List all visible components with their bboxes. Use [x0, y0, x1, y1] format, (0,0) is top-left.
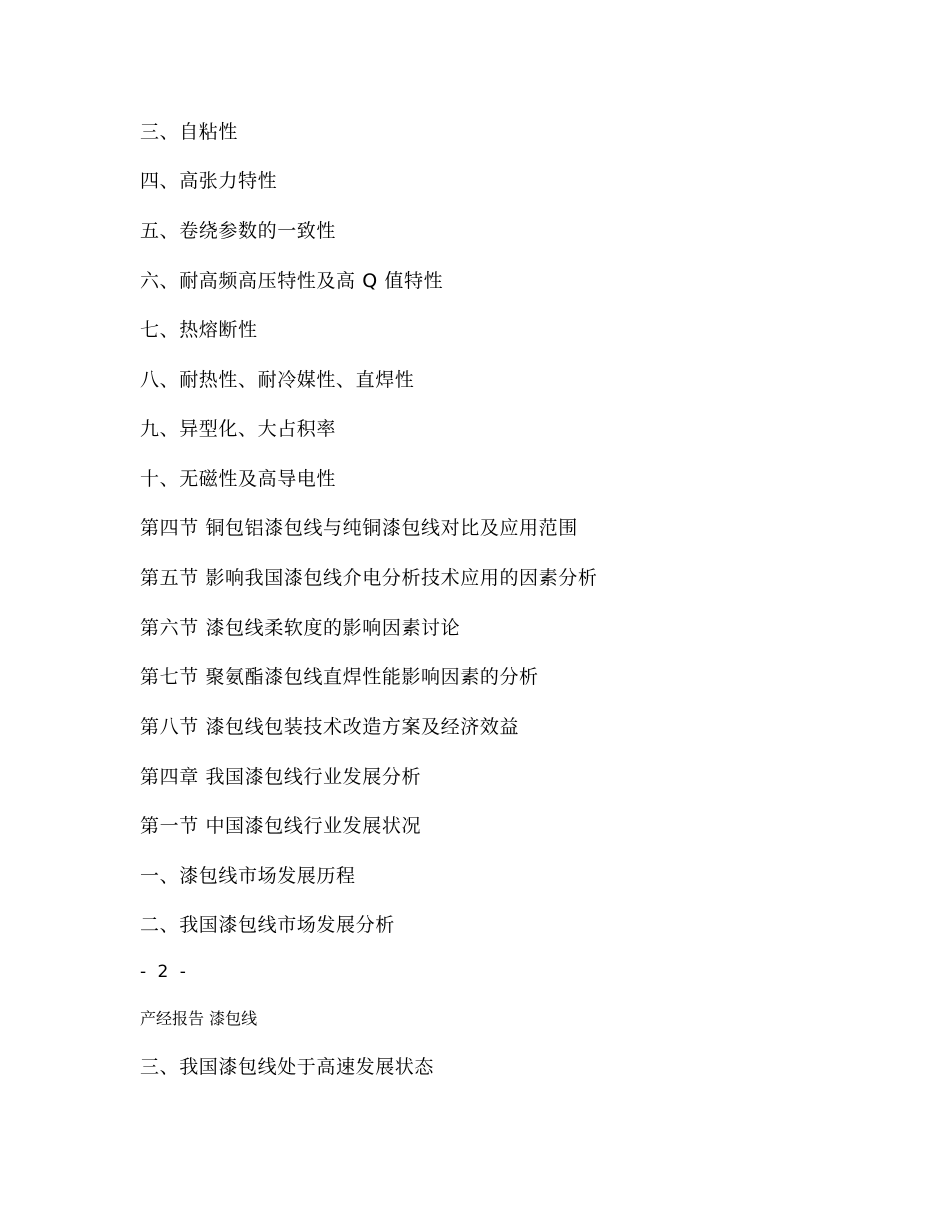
toc-line: 八、耐热性、耐冷媒性、直焊性 — [140, 369, 415, 391]
toc-line: 第五节 影响我国漆包线介电分析技术应用的因素分析 — [140, 567, 598, 589]
toc-line: 四、高张力特性 — [140, 170, 278, 192]
toc-line: 九、异型化、大占积率 — [140, 418, 337, 440]
running-header: 产经报告 漆包线 — [140, 1009, 258, 1028]
toc-line: 六、耐高频高压特性及高 Q 值特性 — [140, 270, 444, 292]
toc-line: 第一节 中国漆包线行业发展状况 — [140, 815, 422, 837]
toc-line: 三、我国漆包线处于高速发展状态 — [140, 1056, 435, 1078]
toc-line: 二、我国漆包线市场发展分析 — [140, 914, 395, 936]
toc-line: 七、热熔断性 — [140, 319, 258, 341]
toc-line: 第六节 漆包线柔软度的影响因素讨论 — [140, 617, 461, 639]
toc-line: 第四章 我国漆包线行业发展分析 — [140, 766, 422, 788]
toc-line: 三、自粘性 — [140, 121, 239, 143]
page-number: - 2 - — [140, 962, 189, 982]
toc-line: 一、漆包线市场发展历程 — [140, 865, 356, 887]
toc-line: 五、卷绕参数的一致性 — [140, 220, 337, 242]
toc-line: 第八节 漆包线包装技术改造方案及经济效益 — [140, 716, 520, 738]
toc-line: 第七节 聚氨酯漆包线直焊性能影响因素的分析 — [140, 666, 539, 688]
toc-line: 十、无磁性及高导电性 — [140, 468, 337, 490]
toc-line: 第四节 铜包铝漆包线与纯铜漆包线对比及应用范围 — [140, 517, 578, 539]
